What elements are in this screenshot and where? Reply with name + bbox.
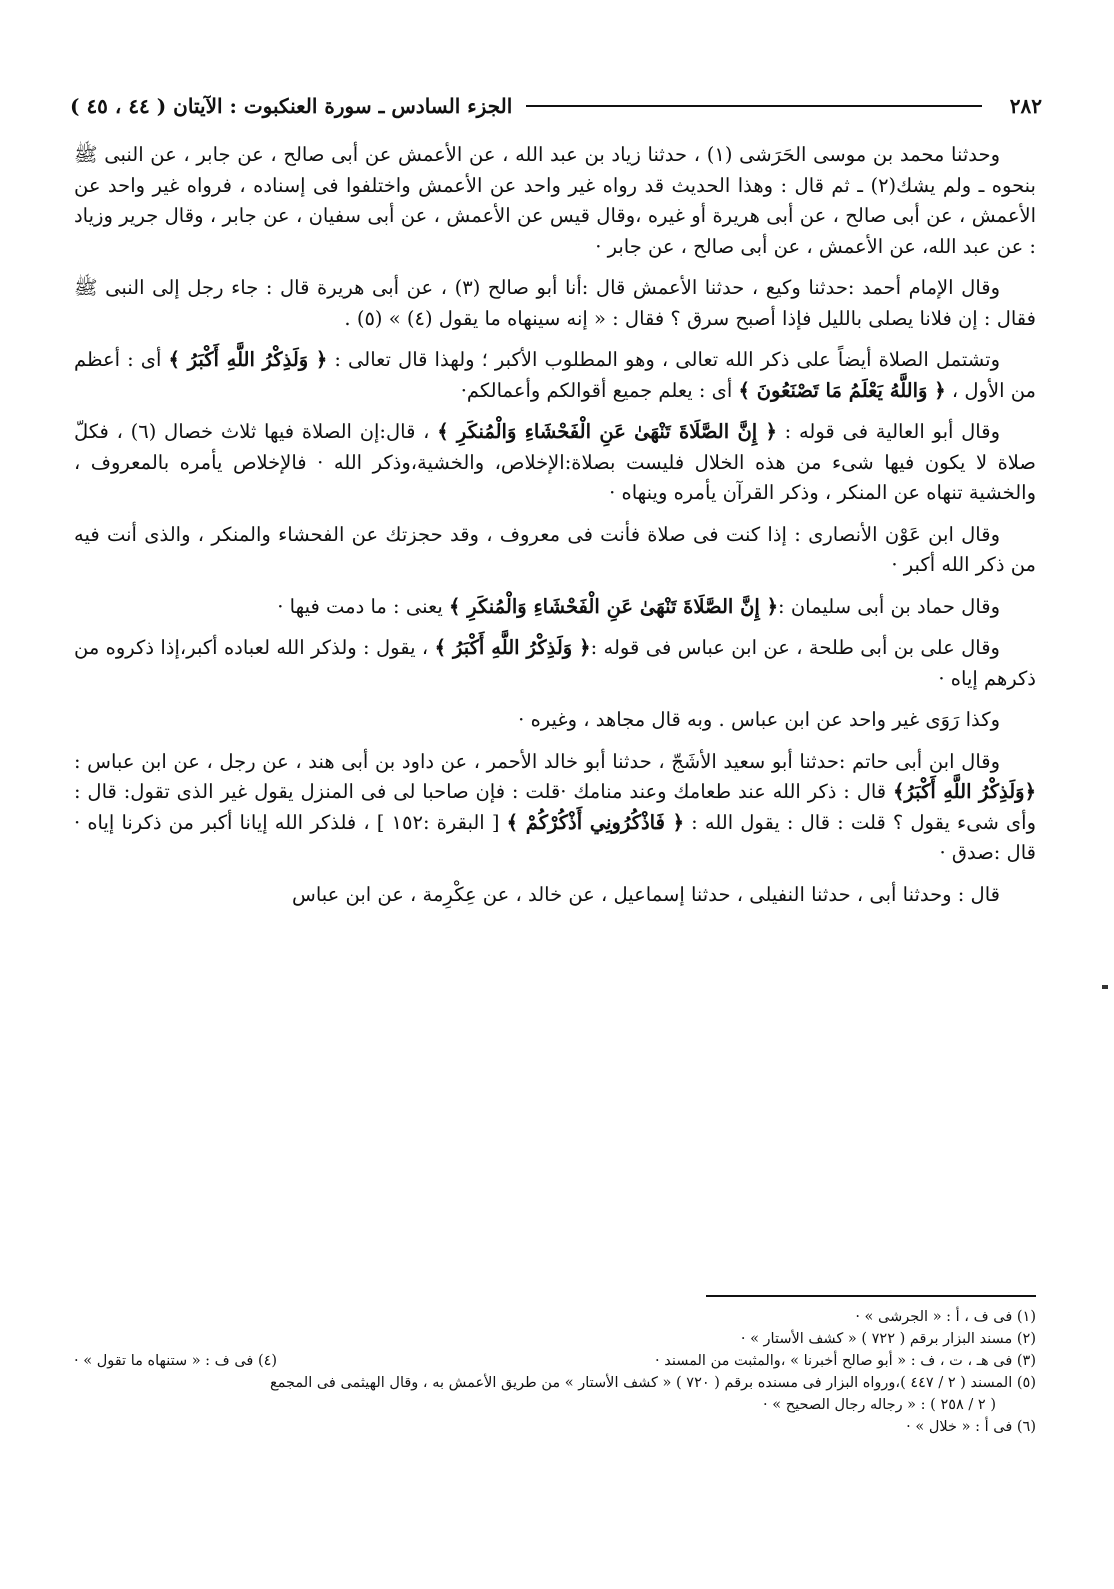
paragraph-9: [74, 747, 1036, 869]
paragraph-3-text: أى : يعلم جميع أقوالكم وأعمالكم·: [460, 378, 739, 402]
footnote-1: (١) فى ف ، أ : « الجرشى » ·: [855, 1309, 1036, 1325]
quran-quote: ﴿وَلَذِكْرُ اللَّهِ أَكْبَرُ﴾: [893, 780, 1036, 803]
paragraph-1: وحدثنا محمد بن موسى الحَرَشى (١) ، حدثنا زياد بن عبد الله ، عن الأعمش عن أبى صالح ، عن جابر ، عن النبى ﷺ بنحوه ـ ولم يشك(٢) ـ ثم قال : وهذا الحديث قد رواه غير واحد عن الأعمش واختلفوا فى إسناده ، فرواه غير واحد عن الأعمش ، عن أبى صالح ، عن أبى هريرة أو غيره ،وقال قيس عن الأعمش ، عن أبى سفيان ، عن جابر ، وقال جرير وزياد : عن عبد الله، عن الأعمش ، عن أبى صالح ، عن جابر ·: [74, 143, 1036, 258]
paragraph-6-text: يعنى : ما دمت فيها ·: [277, 594, 449, 618]
quran-quote: ﴿ وَلَذِكْرُ اللَّهِ أَكْبَرُ ﴾: [168, 348, 328, 371]
paragraph-9-text: [ البقرة :١٥٢ ] ، فلذكر الله إيانا أكبر من ذكرنا إياه · قال :صدق ·: [74, 810, 1036, 864]
paragraph-10: قال : وحدثنا أبى ، حدثنا النفيلى ، حدثنا إسماعيل ، عن خالد ، عن عِكْرِمة ، عن ابن عباس: [292, 882, 1000, 906]
footnote-4: (٤) فى ف : « ستنهاه ما تقول » ·: [74, 1353, 278, 1369]
footnote-rule: [706, 1295, 1036, 1297]
paragraph-4-text: وقال أبو العالية فى قوله :: [776, 420, 1000, 443]
paragraph-4-text: ، قال:إن الصلاة فيها ثلاث خصال (٦) ، فكلّ صلاة لا يكون فيها شىء من هذه الخلال فليست بصلاة:الإخلاص، والخشية،وذكر الله · فالإخلاص يأمره بالمعروف ، والخشية تنهاه عن المنكر ، وذكر القرآن يأمره وينهاه ·: [74, 420, 1036, 504]
paragraph-3-text: أى : أعظم من الأول ،: [74, 348, 1036, 402]
footnote-row-3-4: [74, 1350, 1036, 1372]
paragraph-5: وقال ابن عَوْن الأنصارى : إذا كنت فى صلاة فأنت فى معروف ، وقد حجزتك عن الفحشاء والمنكر ، والذى أنت فيه من ذكر الله أكبر ·: [74, 522, 1036, 576]
paragraph-7: [74, 633, 1036, 694]
header-title: الجزء السادس ـ سورة العنكبوت : الآيتان ( ٤٤ ، ٤٥ ): [70, 94, 513, 118]
paragraph-9-text: قال : ذكر الله عند طعامك وعند منامك ·قلت : فإن صاحبا لى فى المنزل يقول غير الذى تقول: قال : وأى شىء يقول ؟ قلت : قال : يقول الله :: [74, 780, 1037, 834]
paragraph-7-text: وقال على بن أبى طلحة ، عن ابن عباس فى قوله :: [590, 636, 1000, 659]
quran-quote: ﴿ إِنَّ الصَّلَاةَ تَنْهَىٰ عَنِ الْفَحْشَاءِ وَالْمُنكَرِ ﴾: [437, 420, 777, 443]
quran-quote: ﴿ وَاللَّهُ يَعْلَمُ مَا تَصْنَعُونَ ﴾: [738, 378, 946, 402]
page-number: ٢٨٢: [1009, 94, 1042, 118]
footnote-3: (٣) فى هـ ، ت ، ف : « أبو صالح أخبرنا » ،والمثبت من المسند ·: [654, 1353, 1036, 1369]
footnotes: [74, 1306, 1036, 1438]
paragraph-8: وكذا رَوَى غير واحد عن ابن عباس . وبه قال مجاهد ، وغيره ·: [518, 708, 1000, 731]
quran-quote: ﴿ فَاذْكُرُونِي أَذْكُرْكُمْ ﴾: [506, 810, 685, 834]
paragraph-3-text: وتشتمل الصلاة أيضاً على ذكر الله تعالى ، وهو المطلوب الأكبر ؛ ولهذا قال تعالى :: [327, 348, 1001, 371]
paragraph-9-text: وقال ابن أبى حاتم :حدثنا أبو سعيد الأشَجّ ، حدثنا أبو خالد الأحمر ، عن داود بن أبى هند ، عن رجل ، عن ابن عباس :: [74, 749, 1000, 773]
paragraph-2: وقال الإمام أحمد :حدثنا وكيع ، حدثنا الأعمش قال :أنا أبو صالح (٣) ، عن أبى هريرة قال : جاء رجل إلى النبى ﷺ فقال : إن فلانا يصلى بالليل فإذا أصبح سرق ؟ فقال : « إنه سينهاه ما يقول (٤) » (٥) .: [74, 276, 1036, 330]
footnote-2: (٢) مسند البزار برقم ( ٧٢٢ ) « كشف الأستار » ·: [740, 1331, 1036, 1347]
footnote-5-continued: ( ٢ / ٢٥٨ ) : « رجاله رجال الصحيح » ·: [763, 1397, 996, 1413]
paragraph-7-text: ، يقول : ولذكر الله لعباده أكبر،إذا ذكروه من ذكرهم إياه ·: [74, 636, 1036, 690]
footnote-5: (٥) المسند ( ٢ / ٤٤٧ )،ورواه البزار فى مسنده برقم ( ٧٢٠ ) « كشف الأستار » من طريق الأعمش به ، وقال الهيثمى فى المجمع: [269, 1375, 1036, 1391]
paragraph-3: [74, 345, 1036, 406]
footnote-6: (٦) فى أ : « خلال » ·: [906, 1419, 1036, 1435]
quran-quote: ﴿ إِنَّ الصَّلَاةَ تَنْهَىٰ عَنِ الْفَحْشَاءِ وَالْمُنكَرِ ﴾: [449, 594, 779, 618]
paragraph-4: [74, 417, 1036, 509]
margin-mark: [1102, 985, 1108, 989]
running-header: [70, 88, 1042, 124]
paragraph-6: [74, 592, 1036, 623]
paragraph-6-text: وقال حماد بن أبى سليمان :: [778, 594, 1000, 618]
main-text: [74, 140, 1036, 921]
quran-quote: ﴿ وَلَذِكْرُ اللَّهِ أَكْبَرُ ﴾: [434, 636, 591, 659]
header-rule: [526, 105, 982, 107]
